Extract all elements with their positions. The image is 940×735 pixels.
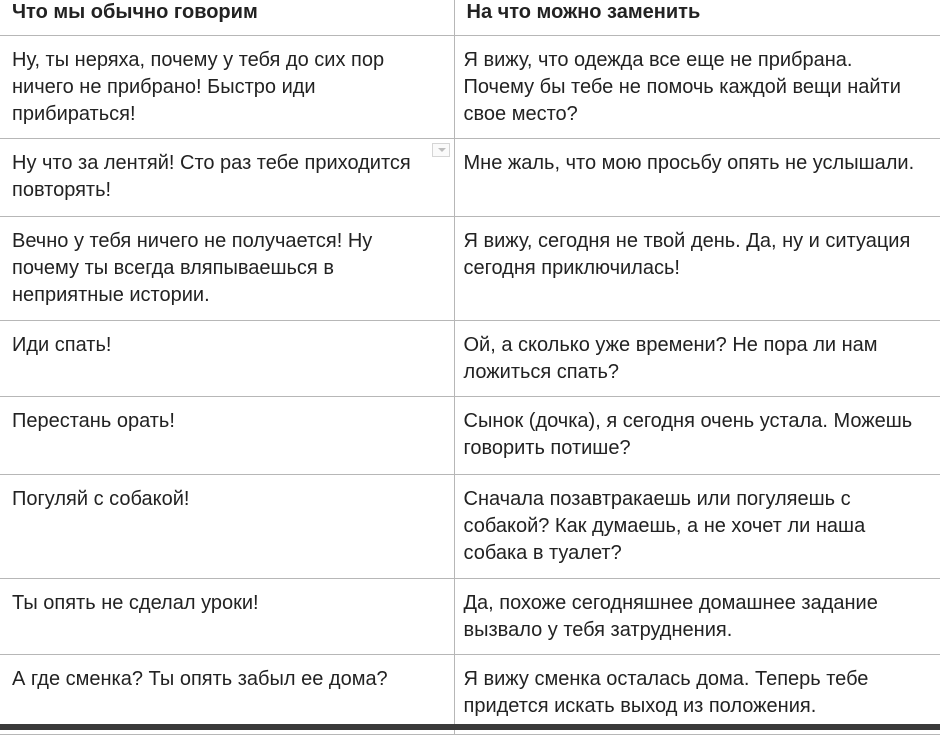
bottom-scroll-bar — [0, 724, 940, 730]
table-cell-replace[interactable]: Я вижу, сегодня не твой день. Да, ну и ситуация сегодня приключилась! — [454, 216, 940, 320]
table-cell-usual[interactable]: Перестань орать! — [0, 396, 454, 474]
table-cell-replace[interactable]: Мне жаль, что мою просьбу опять не услышали. — [454, 138, 940, 216]
header-row — [0, 0, 940, 35]
table-row — [0, 138, 940, 216]
table-row — [0, 320, 940, 396]
table-cell-replace[interactable]: Сынок (дочка), я сегодня очень устала. Можешь говорить потише? — [454, 396, 940, 474]
table-row — [0, 474, 940, 578]
table-cell-usual[interactable] — [0, 138, 454, 216]
table-cell-usual[interactable]: Погуляй с собакой! — [0, 474, 454, 578]
table-cell-usual[interactable]: Ты опять не сделал уроки! — [0, 578, 454, 654]
table-cell-usual[interactable]: А где сменка? Ты опять забыл ее дома? — [0, 654, 454, 734]
table-cell-replace[interactable]: Да, похоже сегодняшнее домашнее задание вызвало у тебя затруднения. — [454, 578, 940, 654]
header-cell-usual[interactable]: Что мы обычно говорим — [0, 0, 454, 35]
table-cell-replace[interactable]: Я вижу сменка осталась дома. Теперь тебе придется искать выход из положения. — [454, 654, 940, 734]
table-row — [0, 654, 940, 734]
header-cell-replace[interactable]: На что можно заменить — [454, 0, 940, 35]
dropdown-arrow-icon[interactable] — [432, 143, 450, 157]
table-cell-replace[interactable]: Сначала позавтракаешь или погуляешь с собакой? Как думаешь, а не хочет ли наша собака в туалет? — [454, 474, 940, 578]
table-cell-usual[interactable]: Ну, ты неряха, почему у тебя до сих пор ничего не прибрано! Быстро иди прибираться! — [0, 35, 454, 138]
table-row — [0, 216, 940, 320]
table-row — [0, 396, 940, 474]
table-cell-usual[interactable]: Вечно у тебя ничего не получается! Ну почему ты всегда вляпываешься в неприятные истории. — [0, 216, 454, 320]
table-cell-usual[interactable]: Иди спать! — [0, 320, 454, 396]
cell-text: Ну что за лентяй! Сто раз тебе приходится повторять! — [12, 151, 411, 201]
table-cell-replace[interactable]: Ой, а сколько уже времени? Не пора ли нам ложиться спать? — [454, 320, 940, 396]
table-cell-replace[interactable]: Я вижу, что одежда все еще не прибрана. Почему бы тебе не помочь каждой вещи найти свое место? — [454, 35, 940, 138]
table-row — [0, 35, 940, 138]
table-row — [0, 578, 940, 654]
